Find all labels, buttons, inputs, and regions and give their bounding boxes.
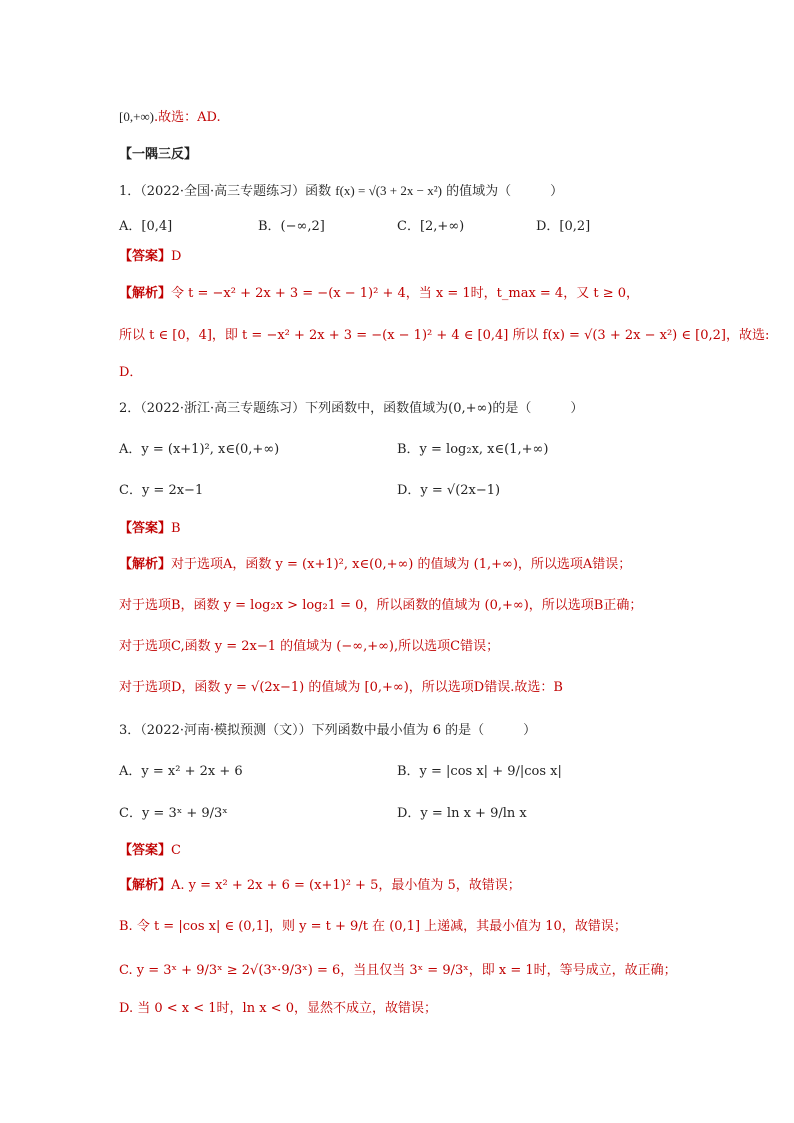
q2-analysis-text-1: 对于选项A，函数 y = (x+1)², x∈(0,+∞) 的值域为 (1,+∞)，所以选项A错误； bbox=[171, 557, 632, 572]
q1-answer-label: 【答案】 bbox=[119, 249, 172, 264]
q2-option-c: C．y = 2x−1 bbox=[119, 483, 204, 498]
q1-analysis-line-2: 所以 t ∈ [0，4]，即 t = −x² + 2x + 3 = −(x − 1)² + 4 ∈ [0,4] 所以 f(x) = √(3 + 2x − x²) ∈ [0,2]，故选: bbox=[119, 328, 770, 343]
q2-stem: 2．（2022·浙江·高三专题练习）下列函数中，函数值域为(0,+∞)的是（ ） bbox=[119, 401, 584, 416]
q2-answer bbox=[119, 520, 181, 538]
q2-analysis-line-1 bbox=[119, 556, 631, 574]
q3-analysis-line-2: B. 令 t = |cos x| ∈ (0,1]，则 y = t + 9/t 在 (0,1] 上递减，其最小值为 10，故错误； bbox=[119, 919, 627, 934]
q3-stem: 3．（2022·河南·模拟预测（文））下列函数中最小值为 6 的是（ ） bbox=[119, 723, 537, 738]
q2-option-b: B．y = log₂x, x∈(1,+∞) bbox=[397, 442, 549, 457]
q3-option-a: A．y = x² + 2x + 6 bbox=[119, 764, 243, 779]
q1-analysis-text-1: 令 t = −x² + 2x + 3 = −(x − 1)² + 4，当 x = 1时，t_max = 4，又 t ≥ 0， bbox=[171, 286, 639, 301]
q3-analysis-line-1 bbox=[119, 877, 521, 895]
q3-analysis-line-3: C. y = 3ˣ + 9/3ˣ ≥ 2√(3ˣ·9/3ˣ) = 6，当且仅当 3ˣ = 9/3ˣ，即 x = 1时，等号成立，故正确； bbox=[119, 963, 677, 978]
q2-answer-label: 【答案】 bbox=[119, 521, 172, 536]
top-line-interval: [0,+∞) bbox=[119, 109, 155, 124]
q1-func: f(x) = √(3 + 2x − x²) bbox=[335, 183, 442, 198]
q2-analysis-line-4: 对于选项D，函数 y = √(2x−1) 的值域为 [0,+∞)，所以选项D错误.故选：B bbox=[119, 680, 563, 695]
q1-analysis-label: 【解析】 bbox=[119, 286, 172, 301]
q1-analysis-line-3: D． bbox=[119, 365, 143, 380]
section-title: 【一隅三反】 bbox=[119, 147, 198, 162]
top-line-text: .故选：AD. bbox=[154, 110, 221, 125]
q2-analysis-line-3: 对于选项C,函数 y = 2x−1 的值域为 (−∞,+∞),所以选项C错误； bbox=[119, 639, 500, 654]
q1-stem-b: 的值域为（ ） bbox=[446, 184, 564, 199]
q3-analysis-line-4: D. 当 0 < x < 1时，ln x < 0，显然不成立，故错误； bbox=[119, 1001, 437, 1016]
q3-option-d: D．y = ln x + 9/ln x bbox=[397, 806, 527, 821]
q1-option-b: B．(−∞,2] bbox=[258, 219, 325, 234]
q1-option-a: A．[0,4] bbox=[119, 219, 173, 234]
q1-option-c: C．[2,+∞) bbox=[397, 219, 465, 234]
q3-answer-value: C bbox=[171, 843, 181, 858]
q1-answer-value: D bbox=[171, 249, 182, 264]
q3-analysis-label: 【解析】 bbox=[119, 878, 172, 893]
q1-answer bbox=[119, 248, 181, 266]
q3-analysis-text-1: A. y = x² + 2x + 6 = (x+1)² + 5，最小值为 5，故错误； bbox=[171, 878, 521, 893]
q1-option-d: D．[0,2] bbox=[536, 219, 591, 234]
q2-option-d: D．y = √(2x−1) bbox=[397, 483, 501, 498]
q1-stem-a: 1．（2022·全国·高三专题练习）函数 bbox=[119, 184, 332, 199]
q2-answer-value: B bbox=[171, 521, 181, 536]
q3-option-b: B．y = |cos x| + 9/|cos x| bbox=[397, 764, 562, 779]
q2-analysis-line-2: 对于选项B，函数 y = log₂x > log₂1 = 0，所以函数的值域为 (0,+∞)，所以选项B正确； bbox=[119, 598, 643, 613]
q3-option-c: C．y = 3ˣ + 9/3ˣ bbox=[119, 806, 228, 821]
q3-answer bbox=[119, 842, 181, 860]
q2-analysis-label: 【解析】 bbox=[119, 557, 172, 572]
q2-option-a: A．y = (x+1)², x∈(0,+∞) bbox=[119, 442, 280, 457]
top-line bbox=[119, 108, 221, 127]
q3-answer-label: 【答案】 bbox=[119, 843, 172, 858]
q1-stem bbox=[119, 182, 563, 201]
q1-analysis-line-1 bbox=[119, 285, 639, 303]
